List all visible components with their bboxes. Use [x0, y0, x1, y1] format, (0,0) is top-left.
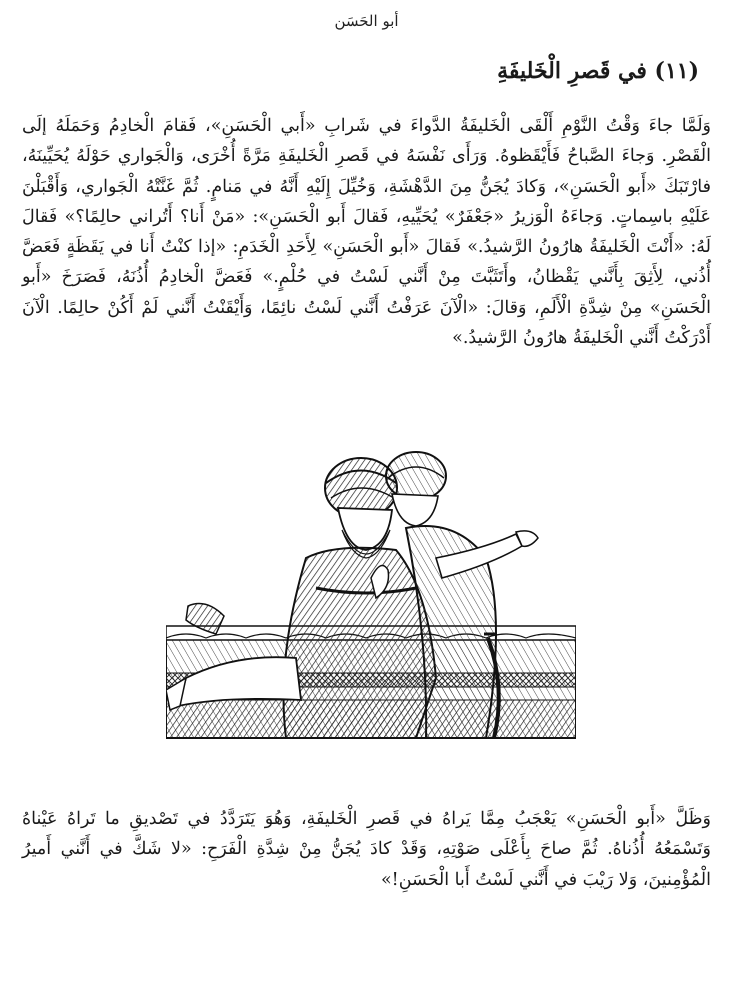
- chapter-title: (١١) في قَصرِ الْخَليفَةِ: [497, 58, 699, 84]
- engraving-illustration: [166, 438, 576, 768]
- running-header: أبو الحَسَن: [334, 12, 399, 30]
- paragraph-1: وَلَمَّا جاءَ وَقْتُ النَّوْمِ أَلْقَى الْخَليفَةُ الدَّواءَ في شَرابِ «أَبي الْحَسَنِ»، فَقامَ الْخادِمُ وَحَمَلَهُ إلَى الْقَصْرِ. وَجاءَ الصَّباحُ فَأَيْقَظوهُ. وَرَأَى نَفْسَهُ في قَصرِ الْخَليفَةِ مَرَّةً أُخْرَى، وَالْجَواري حَوْلَهُ يُحَيِّينَهُ، فارْتَبَكَ «أَبو الْحَسَنِ»، وَكادَ يُجَنُّ مِنَ الدَّهْشَةِ، وَخُيِّلَ إِلَيْهِ أَنَّهُ في مَنامٍ. ثُمَّ غَنَّتْهُ الْجَواري، وَأَقْبَلْنَ عَلَيْهِ باسِماتٍ. وَجاءَهُ الْوَزيرُ «جَعْفَرٌ» يُحَيِّيهِ، فَقالَ أَبو الْحَسَنِ»: «مَنْ أَنا؟ أَتُراني حالِمًا؟» فَقالَ لَهُ: «أَنْتَ الْخَليفَةُ هارُونُ الرَّشيدُ.» فَقالَ «أَبو الْحَسَنِ» لِأَحَدِ الْخَدَمِ: «إذا كنْتُ أَنا في يَقَظَةٍ فَعَضَّ أُذُني، لِأَثِقَ بِأَنَّني يَقْظانُ، وأَتَثَبَّتَ مِنْ أَنَّني لَسْتُ في حُلْمٍ.» فَعَضَّ الْخادِمُ أُذُنَهُ، فَصَرَخَ «أَبو الْحَسَنِ» مِنْ شِدَّةِ الْأَلَمِ، وَقالَ: «الْآنَ عَرَفْتُ أَنَّني لَسْتُ نائِمًا، وَأَيْقَنْتُ أَنَّني لَمْ أَكُنْ حالِمًا. الْآنَ أَدْرَكْتُ أَنَّني الْخَليفَةُ هارُونُ الرَّشيدُ.»: [22, 116, 711, 349]
- paragraph-2: وَظَلَّ «أَبو الْحَسَنِ» يَعْجَبُ مِمَّا يَراهُ في قَصرِ الْخَليفَةِ، وَهُوَ يَتَرَدَّدُ في تَصْديقِ ما تَراهُ عَيْناهُ وَتَسْمَعُهُ أُذُناهُ. ثُمَّ صاحَ بِأَعْلَى صَوْتِهِ، وَقَدْ كادَ يُجَنُّ مِنْ شِدَّةِ الْفَرَحِ: «لا شَكَّ في أَنَّني أَميرُ الْمُؤْمِنينَ، وَلا رَيْبَ في أَنَّني لَسْتُ أَبا الْحَسَنِ!»: [22, 809, 711, 890]
